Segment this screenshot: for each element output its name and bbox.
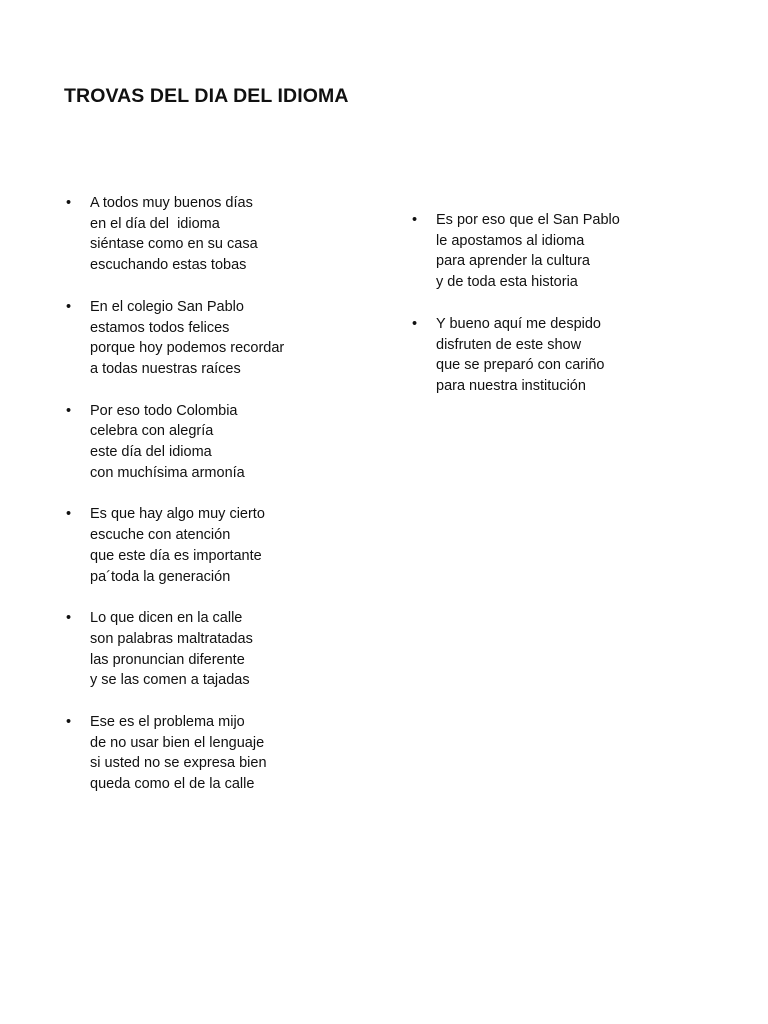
- left-column-stanzas: [66, 193, 366, 816]
- stanza-line: para aprender la cultura: [436, 253, 590, 270]
- stanza-line: escuche con atención: [90, 527, 231, 544]
- stanza: [66, 297, 366, 380]
- stanza-line: con muchísima armonía: [90, 464, 245, 481]
- stanza: [66, 401, 366, 484]
- stanza: [412, 314, 712, 397]
- stanza-line: En el colegio San Pablo: [90, 298, 244, 315]
- stanza-line: disfruten de este show: [436, 336, 582, 353]
- bullet-icon: •: [412, 212, 418, 228]
- document-title: TROVAS DEL DIA DEL IDIOMA: [64, 85, 349, 107]
- stanza-line: le apostamos al idioma: [436, 232, 585, 249]
- bullet-icon: •: [66, 402, 72, 419]
- stanza-line: A todos muy buenos días: [90, 195, 253, 211]
- stanza-line: y de toda esta historia: [436, 274, 578, 291]
- stanza: [66, 193, 366, 276]
- stanza-line: porque hoy podemos recordar: [90, 340, 285, 357]
- stanza-line: celebra con alegría: [90, 423, 214, 440]
- stanza-line: este día del idioma: [90, 444, 212, 461]
- bullet-icon: •: [66, 610, 72, 627]
- stanza-line: si usted no se expresa bien: [90, 755, 267, 772]
- stanza-line: Y bueno aquí me despido: [436, 315, 602, 332]
- bullet-icon: •: [66, 714, 72, 731]
- stanza-line: son palabras maltratadas: [90, 630, 253, 647]
- stanza-line: las pronuncian diferente: [90, 651, 245, 668]
- bullet-icon: •: [66, 506, 72, 523]
- stanza: [66, 712, 366, 795]
- stanza-line: Lo que dicen en la calle: [90, 610, 243, 627]
- bullet-icon: •: [66, 195, 72, 211]
- stanza-line: siéntase como en su casa: [90, 236, 258, 253]
- stanza-line: Por eso todo Colombia: [90, 402, 238, 419]
- stanza-line: Es por eso que el San Pablo: [436, 212, 620, 228]
- bullet-icon: •: [412, 315, 418, 332]
- stanza-line: Ese es el problema mijo: [90, 714, 245, 731]
- stanza-line: queda como el de la calle: [90, 776, 255, 793]
- bullet-icon: •: [66, 298, 72, 315]
- stanza-line: y se las comen a tajadas: [90, 672, 250, 689]
- stanza: [66, 504, 366, 587]
- stanza-line: a todas nuestras raíces: [90, 360, 241, 377]
- right-column-stanzas: [412, 210, 712, 418]
- stanza-line: que se preparó con cariño: [436, 357, 605, 374]
- stanza: [66, 608, 366, 691]
- stanza-line: de no usar bien el lenguaje: [90, 734, 265, 751]
- stanza-line: estamos todos felices: [90, 319, 230, 336]
- stanza-line: que este día es importante: [90, 547, 262, 564]
- stanza-line: Es que hay algo muy cierto: [90, 506, 265, 523]
- stanza-line: en el día del idioma: [90, 215, 220, 232]
- stanza-line: pa´toda la generación: [90, 568, 231, 585]
- stanza-line: para nuestra institución: [436, 377, 586, 394]
- stanza: [412, 210, 712, 293]
- stanza-line: escuchando estas tobas: [90, 257, 247, 274]
